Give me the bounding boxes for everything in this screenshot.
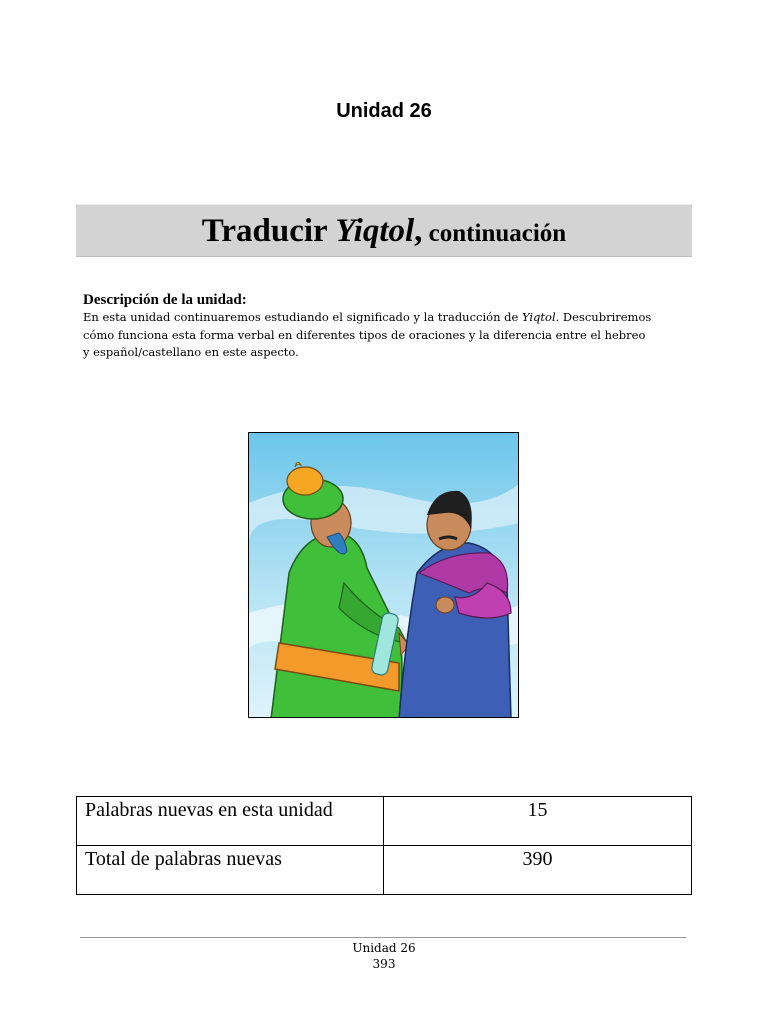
table-row <box>77 846 692 895</box>
description-line-1 <box>83 309 698 327</box>
footer-divider <box>80 937 686 938</box>
description-line-1-c: Descubriremos <box>559 310 652 324</box>
banner-rule <box>760 205 761 256</box>
word-count-value: 15 <box>384 797 692 846</box>
title-part-2: Yiqtol <box>335 213 415 249</box>
title-part-3: , <box>414 213 423 249</box>
word-count-table <box>76 796 692 895</box>
unit-title <box>76 213 692 250</box>
description-heading: Descripción de la unidad: <box>83 292 247 308</box>
description-line-1-b: Yiqtol. <box>521 310 560 324</box>
description-body <box>83 309 698 362</box>
description-line-1-a: En esta unidad continuaremos estudiando el significado y la traducción de <box>83 310 522 324</box>
word-count-value: 390 <box>384 846 692 895</box>
illustration-two-men-scroll <box>248 432 519 718</box>
word-count-label: Palabras nuevas en esta unidad <box>77 797 384 846</box>
description-line-3: y español/castellano en este aspecto. <box>83 345 299 359</box>
unit-heading: Unidad 26 <box>336 100 432 122</box>
illustration-svg <box>249 433 519 718</box>
footer-unit: Unidad 26 <box>352 941 416 955</box>
description-line-2: cómo funciona esta forma verbal en diferentes tipos de oraciones y la diferencia entre el hebreo <box>83 327 646 342</box>
title-part-1: Traducir <box>201 213 336 249</box>
page-footer <box>0 940 768 972</box>
title-part-4: continuación <box>422 220 567 247</box>
page-number: 393 <box>372 957 396 971</box>
table-row <box>77 797 692 846</box>
word-count-label: Total de palabras nuevas <box>77 846 384 895</box>
title-banner <box>76 204 692 257</box>
unit-description <box>83 292 698 362</box>
